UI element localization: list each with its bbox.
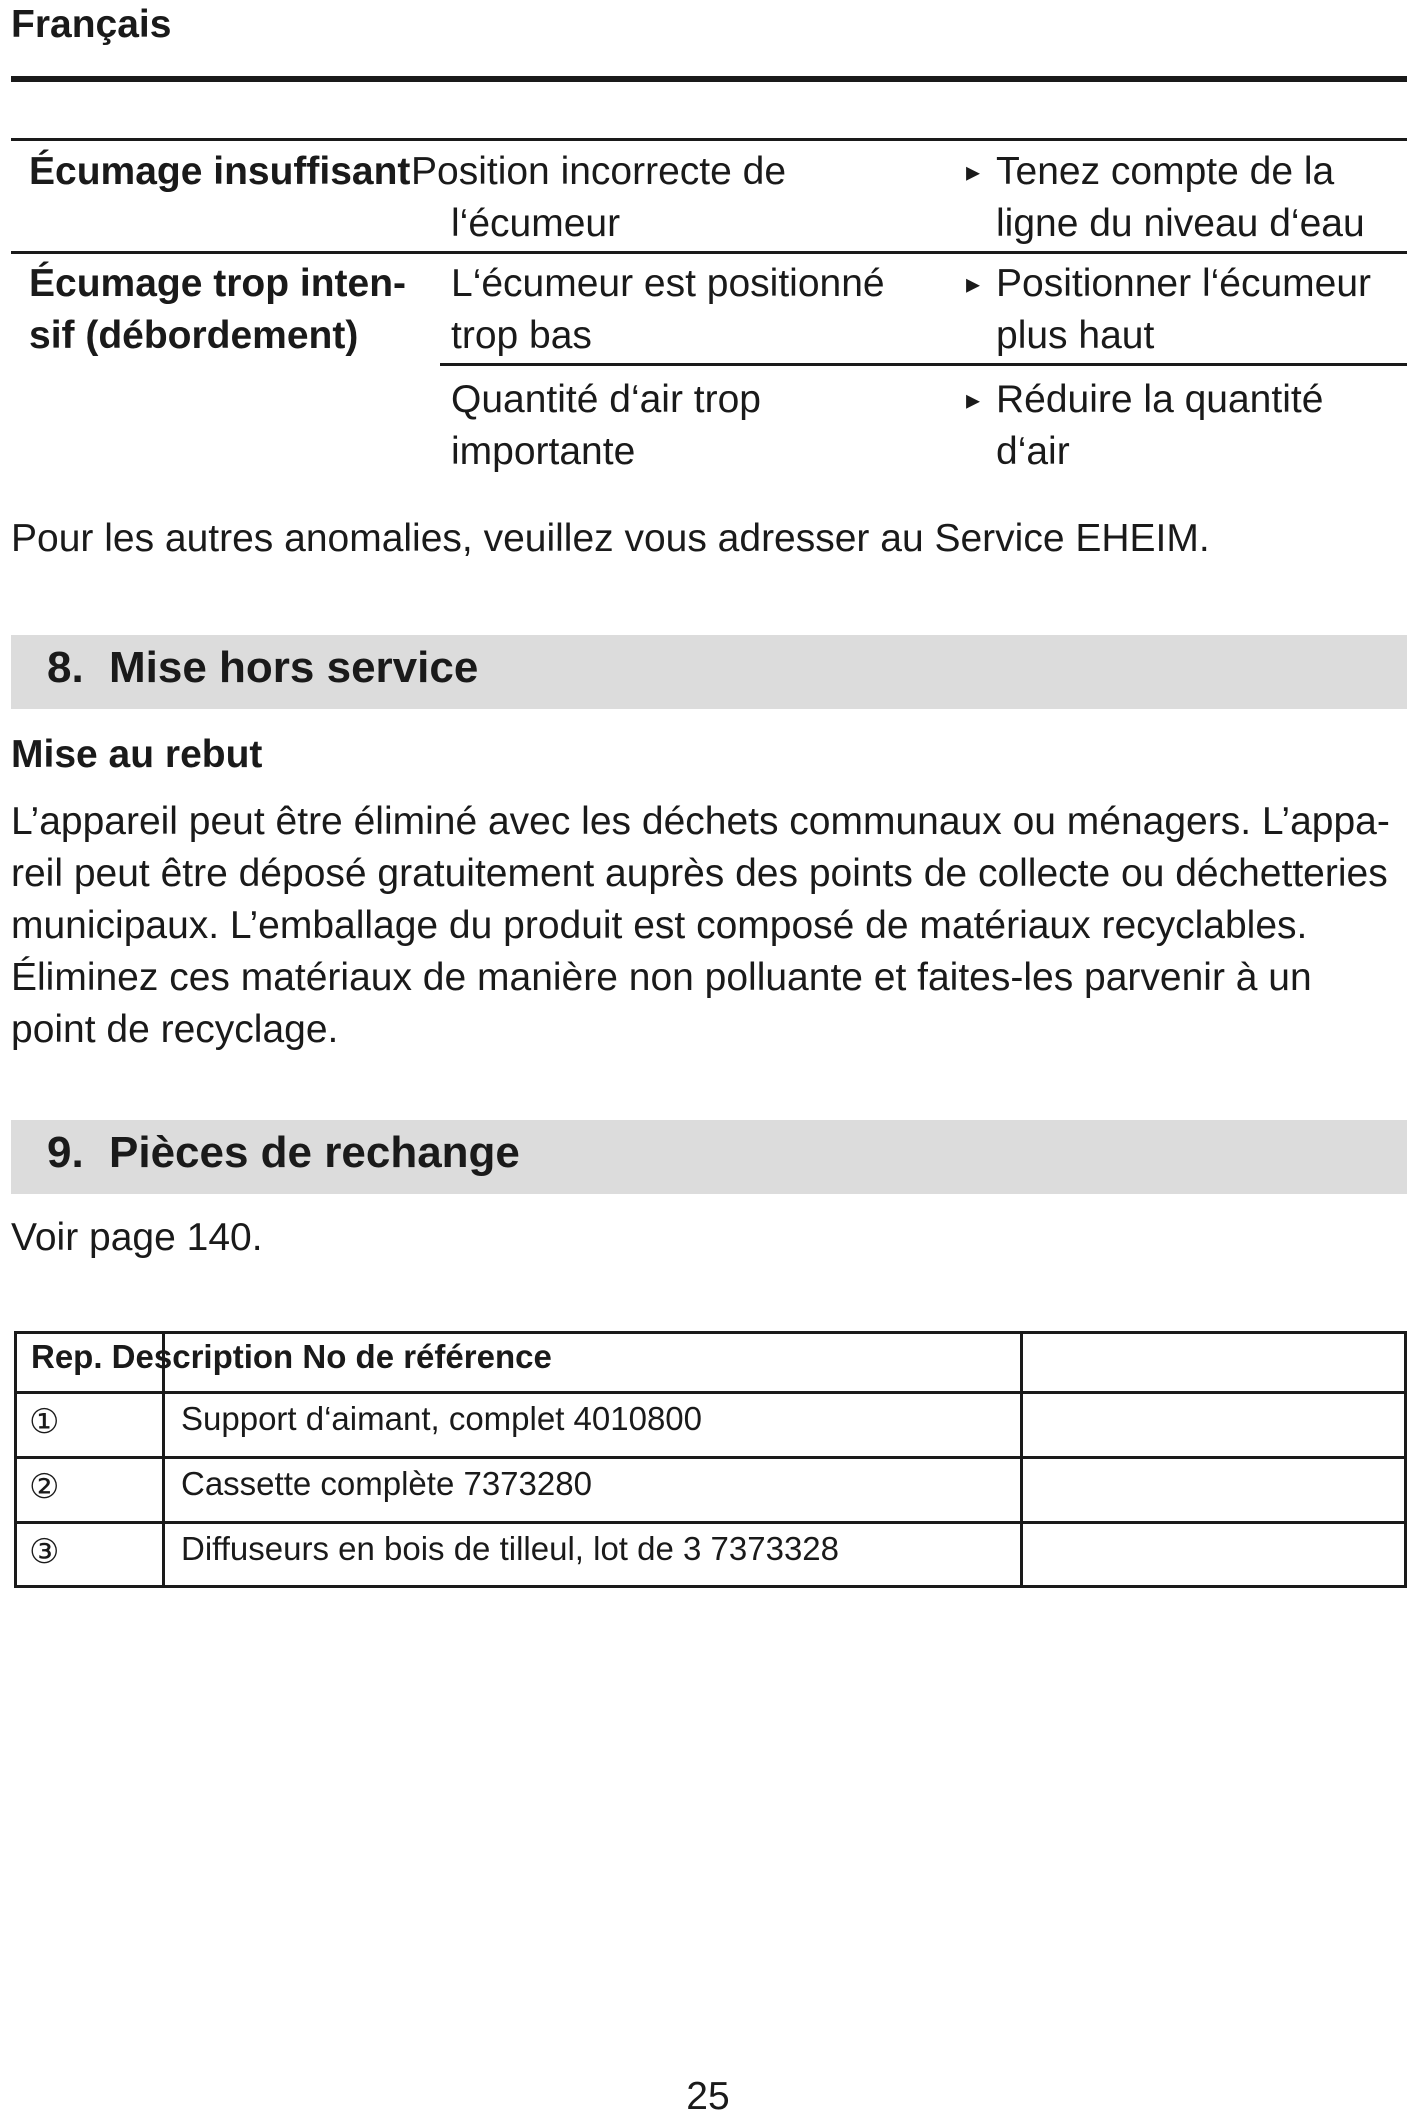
part-description: Diffuseurs en bois de tilleul, lot de 3 7373328 (181, 1530, 840, 1567)
page-number: 25 (686, 2075, 730, 2118)
see-page-text: Voir page 140. (11, 1216, 263, 1259)
table-top-rule (11, 138, 1407, 141)
subsection-title: Mise au rebut (11, 733, 263, 776)
service-note: Pour les autres anomalies, veuillez vous adresser au Service EHEIM. (11, 517, 1210, 560)
rep-number: ② (29, 1468, 60, 1506)
cause-cell: L‘écumeur est positionné trop bas (451, 262, 885, 357)
disposal-paragraph: L’appareil peut être éliminé avec les déchets communaux ou ménagers. L’appa-reil peut être déposé gratuitement auprès des points de collecte ou déchetteries municipaux. L’emballage du produit est composé de matériaux recyclables. Éliminez ces matériaux de manière non polluante et faites-les parvenir à un point de recyclage. (11, 800, 1390, 1051)
rep-number: ③ (29, 1533, 60, 1571)
section-heading (11, 1120, 1407, 1194)
fault-cell: Écumage trop inten-sif (débordement) (29, 262, 407, 357)
part-description: Support d‘aimant, complet 4010800 (181, 1400, 703, 1437)
part-description: Cassette complète 7373280 (181, 1465, 592, 1502)
remedy-cell: ▸ Réduire la quantité d‘air (996, 374, 1396, 478)
row-rule (17, 1456, 1404, 1459)
language-label: Français (11, 3, 172, 46)
row-rule (440, 363, 1407, 366)
row-rule (17, 1521, 1404, 1524)
remedy-cell: ▸ Tenez compte de la ligne du niveau d‘eau (996, 146, 1396, 250)
rep-number: ① (29, 1403, 60, 1441)
fault-cell: Écumage insuffisant (29, 150, 411, 193)
section-title: Pièces de rechange (109, 1128, 520, 1177)
cause-cell: Quantité d‘air trop importante (451, 378, 762, 473)
header-rule (11, 76, 1407, 82)
table-header: Rep. Description No de référence (31, 1338, 552, 1375)
cause-cell: Position incorrecte de l‘écumeur (411, 150, 787, 245)
row-rule (11, 251, 1407, 254)
row-rule (17, 1391, 1404, 1394)
remedy-cell: ▸ Positionner l‘écumeur plus haut (996, 258, 1396, 362)
section-title: Mise hors service (109, 643, 479, 692)
section-heading (11, 635, 1407, 709)
section-number: 9. (47, 1128, 84, 1177)
section-number: 8. (47, 643, 84, 692)
parts-table (14, 1331, 1407, 1588)
column-rule (1020, 1334, 1023, 1585)
